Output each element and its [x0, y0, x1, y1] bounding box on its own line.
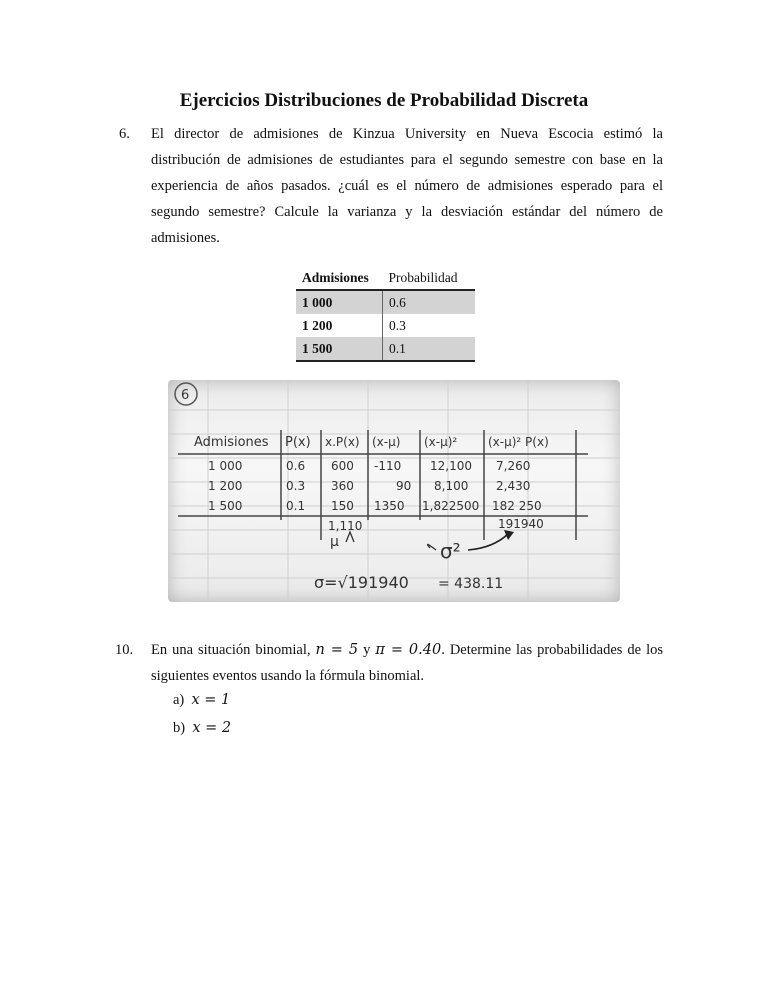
option-expression: x = 2: [192, 720, 232, 736]
text-segment: y: [358, 642, 376, 658]
problem-number: 10.: [115, 642, 134, 658]
hw-cell: 8,100: [434, 479, 469, 493]
hw-cell: 182 250: [492, 499, 542, 513]
hw-sigma2-label: σ²: [440, 539, 461, 563]
handwritten-solution-photo: [168, 380, 620, 602]
table-row: [296, 337, 475, 361]
hw-mu-label: μ: [330, 534, 339, 550]
hw-header-var-term: (x-μ)² P(x): [488, 435, 549, 449]
hw-header-xpx: x.P(x): [325, 435, 360, 449]
hw-cell: 1350: [374, 499, 405, 513]
section-number: 6: [181, 388, 190, 403]
hw-cell: 0.3: [286, 479, 306, 493]
column-header-probabilidad: Probabilidad: [388, 269, 458, 285]
problem-10: [115, 637, 663, 689]
problem-6: [119, 121, 663, 251]
hw-cell: 2,430: [496, 479, 531, 493]
page-title: Ejercicios Distribuciones de Probabilidad Discreta: [179, 90, 589, 111]
cell-probabilidad: 0.1: [389, 340, 406, 356]
hw-cell: 1 500: [208, 499, 243, 513]
hw-cell: 360: [331, 479, 354, 493]
problem-text: [151, 637, 663, 689]
option-label: b): [173, 720, 186, 736]
hw-header-px: P(x): [285, 435, 311, 450]
arrowhead-icon: [504, 530, 514, 540]
handwritten-solution-drawing: [168, 380, 620, 602]
curved-arrow-icon: [468, 534, 508, 550]
table-header-row: [296, 266, 475, 290]
hw-sum-var: 191940: [498, 517, 544, 531]
hw-cell: 1,822500: [422, 499, 480, 513]
text-segment: En una situación binomial,: [151, 642, 316, 658]
hw-cell: 1 200: [208, 479, 243, 493]
hw-cell: 12,100: [430, 459, 472, 473]
cell-probabilidad: 0.6: [389, 294, 406, 310]
cell-admisiones: 1 500: [296, 337, 383, 361]
option-b: [173, 720, 231, 737]
cell-probabilidad: 0.3: [389, 317, 406, 333]
hw-header-x-mu: (x-μ): [372, 435, 401, 449]
option-a: [173, 692, 230, 709]
problem-number: 6.: [119, 126, 130, 142]
distribution-table: [296, 266, 475, 362]
option-label: a): [173, 692, 185, 708]
hw-cell: 1 000: [208, 459, 243, 473]
column-header-admisiones: Admisiones: [302, 269, 369, 285]
hw-sum-xpx: 1,110: [328, 519, 363, 533]
hw-cell: 90: [396, 479, 412, 493]
arrow-up-icon: [346, 532, 354, 542]
n-expression: n = 5: [315, 642, 359, 658]
hw-header-x-mu-sq: (x-μ)²: [424, 435, 458, 449]
hw-cell: 0.1: [286, 499, 306, 513]
hw-cell: 0.6: [286, 459, 306, 473]
hw-sigma-result: = 438.11: [438, 576, 504, 592]
hw-cell: -110: [374, 459, 402, 473]
table-row: [296, 290, 475, 314]
cell-admisiones: 1 000: [296, 290, 383, 314]
curved-arrow-icon: [428, 544, 436, 550]
problem-text: El director de admisiones de Kinzua University en Nueva Escocia estimó la distribución de admisiones de estudiantes para el segundo semestre con base en la experiencia de años pasados. ¿cuál es el número de admisiones esperado para el segundo semestre? Calcule la varianza y la desviación estándar del número de admisiones.: [151, 126, 663, 246]
cell-admisiones: 1 200: [296, 314, 383, 337]
hw-sigma-formula: σ=√191940: [314, 573, 409, 592]
hw-cell: 150: [331, 499, 354, 513]
hw-cell: 7,260: [496, 459, 531, 473]
option-expression: x = 1: [191, 692, 231, 708]
table-row: [296, 314, 475, 337]
text-segment: . Determine las probabilidades de los siguientes eventos usando la fórmula binomial.: [151, 642, 663, 684]
pi-expression: π = 0.40: [375, 642, 442, 658]
hw-header-admisiones: Admisiones: [194, 435, 269, 450]
hw-cell: 600: [331, 459, 354, 473]
